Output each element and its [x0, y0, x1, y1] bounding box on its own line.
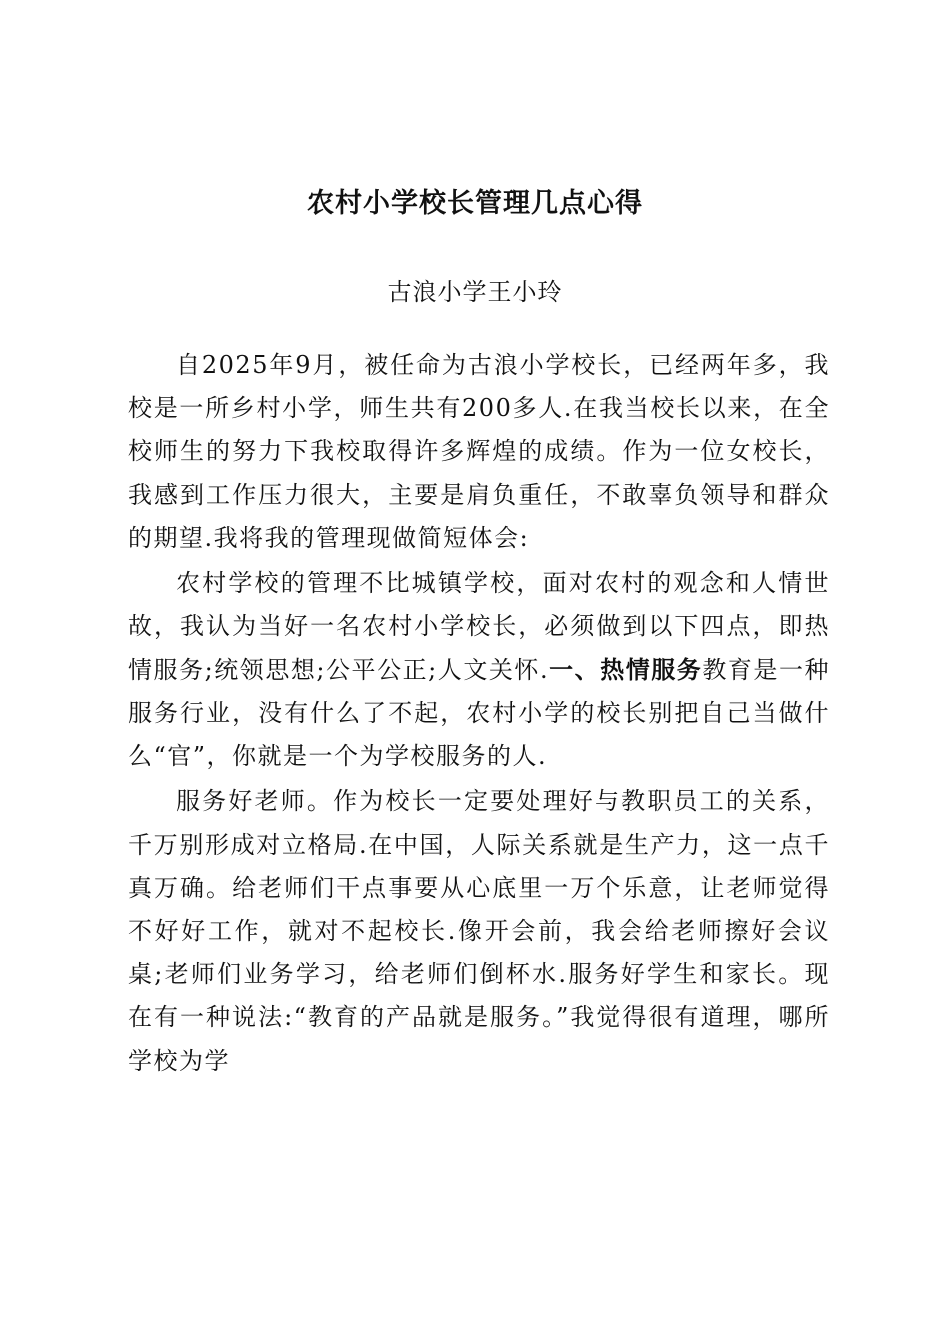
paragraph-principles	[128, 562, 830, 778]
document-author: 古浪小学王小玲	[387, 278, 563, 306]
paragraph-principles-text: 农村学校的管理不比城镇学校，面对农村的观念和人情世故，我认为当好一名农村小学校长，必须做到以下四点，即热情服务;统领思想;公平公正;人文关怀.	[128, 569, 830, 684]
document-body	[128, 344, 830, 1083]
paragraph-principles-continuation: 教育是一种服务行业，没有什么了不起，农村小学的校长别把自己当做什么“官”，你就是一个为学校服务的人.	[128, 655, 831, 771]
document-title: 农村小学校长管理几点心得	[307, 188, 643, 219]
section-heading-warm-service: 一、热情服务	[549, 655, 703, 684]
paragraph-serve-teachers: 服务好老师。作为校长一定要处理好与教职员工的关系，千万别形成对立格局.在中国，人际关系就是生产力，这一点千真万确。给老师们干点事要从心底里一万个乐意，让老师觉得不好好工作，就对不起校长.像开会前，我会给老师擦好会议桌;老师们业务学习，给老师们倒杯水.服务好学生和家长。现在有一种说法:“教育的产品就是服务。”我觉得很有道理，哪所学校为学	[128, 787, 830, 1075]
paragraph-intro: 自2025年9月，被任命为古浪小学校长，已经两年多，我校是一所乡村小学，师生共有200多人.在我当校长以来，在全校师生的努力下我校取得许多辉煌的成绩。作为一位女校长，我感到工作压力很大，主要是肩负重任，不敢辜负领导和群众的期望.我将我的管理现做简短体会:	[128, 351, 830, 552]
